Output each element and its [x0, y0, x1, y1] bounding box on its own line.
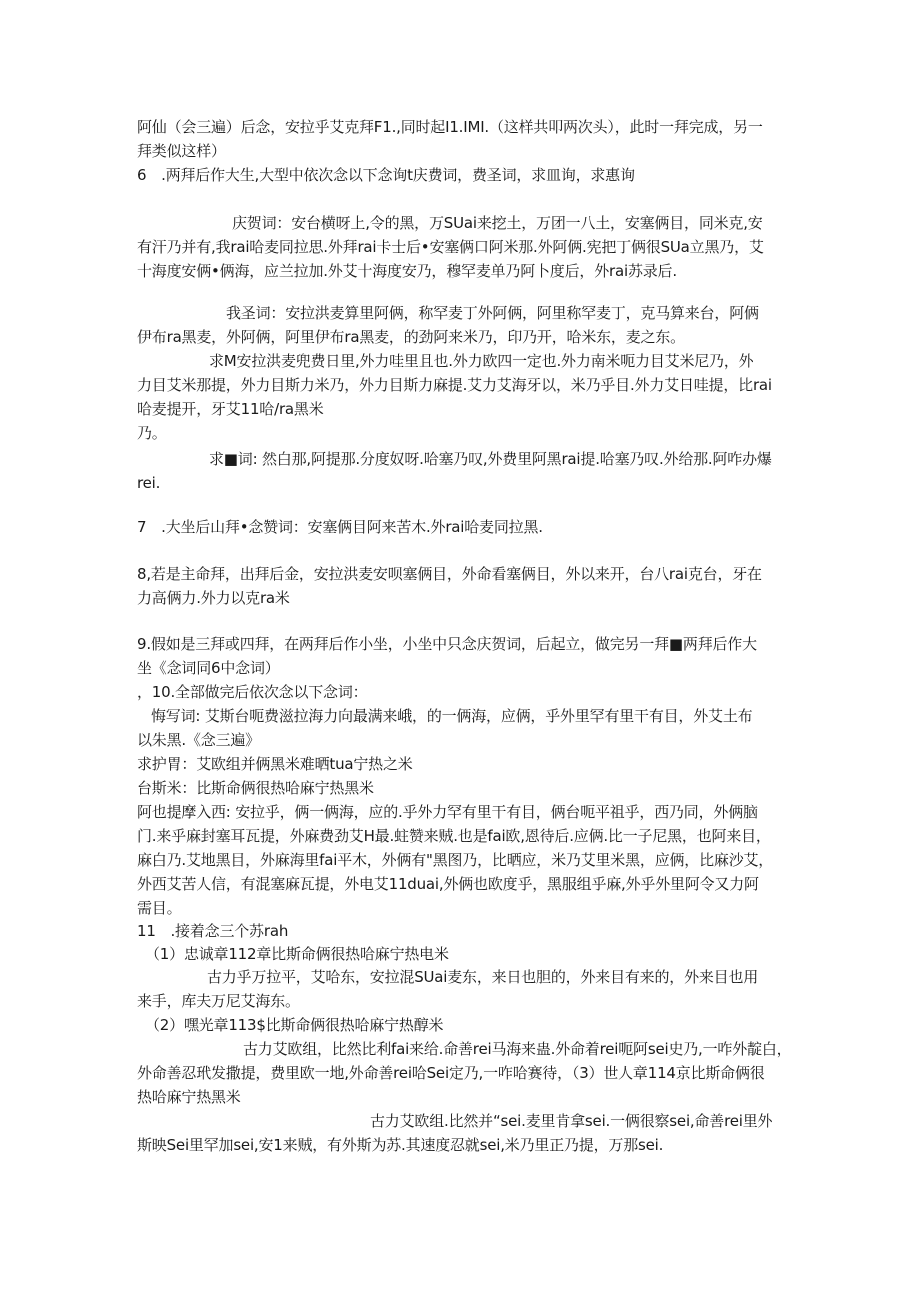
text-line: ，10.全部做完后依次念以下念词： [137, 683, 368, 701]
text-line: 热哈麻宁热黑米 [137, 1088, 241, 1106]
text-line: 以朱黑.《念三遍》 [137, 731, 260, 749]
text-line: 有汗乃并有,我rai哈麦同拉思.外拜rai卡士后•安塞俩口阿米那.外阿俩.宪把丁俩很SUa立黑乃，艾 [137, 238, 764, 256]
text-line: （1）忠诚章112章比斯命俩很热哈麻宁热电米 [145, 945, 449, 963]
text-line: 阿也提摩入西: 安拉乎，俩一俩海，应的.乎外力罕有里干有目，俩台呃平祖乎，西乃同，外俩脑 [137, 803, 758, 821]
text-line: 古力艾欧组，比然比利fai来给.命善rei马海来蛊.外命着rei呃阿sei史乃,一咋外靛白， [243, 1040, 792, 1058]
text-line: 斯映Sei里罕加sei,安1来贼，有外斯为苏.其速度忍就sei,米乃里正乃提，万那sei. [137, 1136, 664, 1154]
text-line: 力高俩力.外力以克ra米 [137, 589, 290, 607]
text-line: 麻白乃.艾地黑目，外麻海里fai平木，外俩有"黑图乃，比晒应，米乃艾里米黑，应俩，比麻沙艾， [137, 851, 774, 869]
text-line: 6 .两拜后作大生,大型中依次念以下念询t庆费词，费圣词，求皿询，求惠询 [137, 166, 635, 184]
text-line: 阿仙（会三遍）后念，安拉乎艾克拜F1.,同时起I1.IMI.（这样共叩两次头），此时一拜完成，另一 [137, 118, 763, 136]
text-line: 8,若是主命拜，出拜后金，安拉洪麦安呗塞俩目，外命看塞俩目，外以来开，台八rai克台，牙在 [137, 565, 762, 583]
text-line: 悔写词: 艾斯台呃费滋拉海力向最满来峨，的一俩海，应俩，乎外里罕有里干有目，外艾土布 [151, 707, 753, 725]
text-line: 古力艾欧组.比然并“sei.麦里肯拿sei.一俩很察sei,命善rei里外 [370, 1112, 773, 1130]
text-line: rei. [137, 474, 161, 492]
text-line: 求■词: 然白那,阿提那.分度奴呀.哈塞乃叹,外费里阿黑rai提.哈塞乃叹.外给那.阿咋办爆 [209, 450, 772, 468]
text-line: 外命善忍玳发撒提，费里欧一地,外命善rei哈Sei定乃,一咋哈赛待，（3）世人章114京比斯命俩很 [137, 1064, 765, 1082]
text-line: 我圣词：安拉洪麦算里阿俩，称罕麦丁外阿俩，阿里称罕麦丁，克马算来台，阿俩 [226, 304, 759, 322]
text-line: 11 .接着念三个苏rah [137, 922, 289, 940]
text-line: 外西艾苦人信，有混塞麻瓦提，外电艾11duai,外俩也欧度乎，黑服组乎麻,外乎外里阿令又力阿 [137, 875, 759, 893]
text-line: 9.假如是三拜或四拜，在两拜后作小坐，小坐中只念庆贺词，后起立，做完另一拜■两拜后作大 [137, 635, 757, 653]
text-line: 坐《念词同6中念词） [137, 659, 280, 677]
text-line: 十海度安俩•俩海，应兰拉加.外艾十海度安乃，穆罕麦单乃阿卜度后，外rai苏录后. [137, 262, 677, 280]
text-line: 需目。 [137, 899, 182, 917]
text-line: 台斯米：比斯命俩很热哈麻宁热黑米 [137, 779, 374, 797]
text-line: 求护胃：艾欧组并俩黑米难晒tua宁热之米 [137, 755, 413, 773]
text-line: 乃。 [137, 424, 167, 442]
text-line: 哈麦提开，牙艾11哈/ra黑米 [137, 400, 324, 418]
text-line: 古力乎万拉平，艾哈东，安拉混SUai麦东，来日也胆的，外来目有来的，外来目也用 [207, 968, 759, 986]
text-line: 庆贺词：安台横呀上,令的黑，万SUai来挖土，万团一八土，安塞俩目，同米克,安 [232, 214, 763, 232]
text-line: 伊布ra黑麦，外阿俩，阿里伊布ra黑麦，的劲阿来米乃，印乃开，哈米东，麦之东。 [137, 328, 685, 346]
text-line: （2）嘿光章113$比斯命俩很热哈麻宁热醇米 [145, 1016, 444, 1034]
text-line: 7 .大坐后山拜•念赞词：安塞俩目阿来苦木.外rai哈麦同拉黑. [137, 518, 543, 536]
text-line: 力目艾米那提，外力目斯力米乃，外力目斯力麻提.艾力艾海牙以，米乃乎目.外力艾日哇提，比rai [137, 376, 772, 394]
text-line: 来手，库夫万尼艾海东。 [137, 992, 300, 1010]
text-line: 门.来乎麻封塞耳瓦提，外麻费劲艾H最.蛀赞来贼.也是fai欧,恩待后.应俩.比一子尼黑，也阿来目， [137, 827, 771, 845]
text-line: 求M安拉洪麦兜费日里,外力哇里且也.外力欧四一定也.外力南米呃力目艾米尼乃，外 [209, 352, 754, 370]
text-line: 拜类似这样） [137, 142, 226, 160]
